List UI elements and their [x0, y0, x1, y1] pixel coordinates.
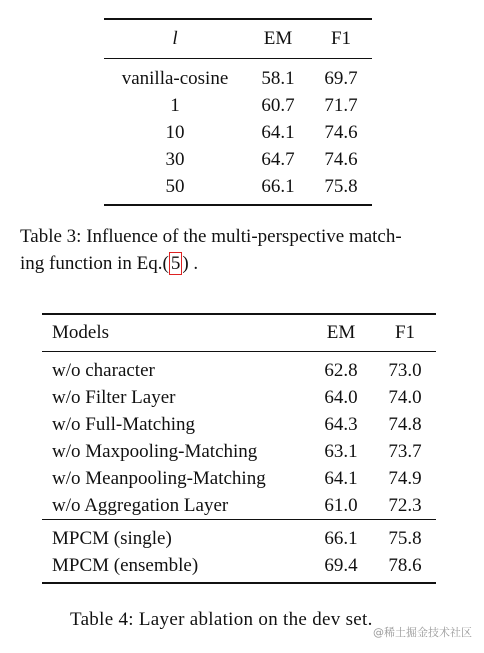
cell-f1: 74.8	[388, 413, 422, 435]
table-3-header-row	[104, 19, 372, 59]
cell-f1: 71.7	[324, 94, 358, 116]
cell-model: MPCM (ensemble)	[52, 554, 199, 576]
table-row	[42, 552, 436, 583]
table-row	[42, 352, 436, 385]
table-row	[42, 520, 436, 553]
table-4	[42, 313, 436, 584]
header-l: l	[104, 19, 246, 59]
cell-f1: 78.6	[388, 554, 422, 576]
header-f1: F1	[374, 314, 436, 352]
equation-link[interactable]: 5	[170, 253, 181, 274]
header-em: EM	[308, 314, 374, 352]
cell-f1: 74.6	[324, 121, 358, 143]
table-row	[104, 92, 372, 119]
table-row	[104, 146, 372, 173]
cell-l: 30	[165, 148, 185, 170]
cell-f1: 75.8	[324, 175, 358, 197]
cell-em: 66.1	[261, 175, 295, 197]
cell-model: w/o Filter Layer	[52, 386, 176, 408]
caption-line-2: ing function in Eq.	[20, 253, 163, 274]
caption-end: .	[188, 253, 199, 274]
cell-f1: 73.0	[388, 359, 422, 381]
cell-em: 64.0	[324, 386, 358, 408]
cell-l: 50	[165, 175, 185, 197]
table-row	[104, 59, 372, 93]
caption-paren-open: (	[162, 253, 169, 274]
table-row	[42, 492, 436, 520]
header-em: EM	[246, 19, 310, 59]
cell-f1: 74.6	[324, 148, 358, 170]
cell-f1: 74.0	[388, 386, 422, 408]
caption-line-1: Table 3: Influence of the multi-perspective match-	[20, 226, 402, 247]
cell-model: w/o Meanpooling-Matching	[52, 467, 266, 489]
table-4-header-row	[42, 314, 436, 352]
table-3	[104, 18, 372, 206]
table-4-caption: Table 4: Layer ablation on the dev set.	[70, 609, 373, 630]
cell-f1: 75.8	[374, 520, 436, 553]
cell-model: w/o character	[52, 359, 155, 381]
cell-l: vanilla-cosine	[121, 67, 229, 89]
cell-model: w/o Maxpooling-Matching	[52, 440, 258, 462]
cell-f1: 69.7	[324, 67, 358, 89]
cell-l: 10	[165, 121, 185, 143]
cell-em: 61.0	[324, 494, 358, 516]
table-row	[104, 119, 372, 146]
table-row	[42, 438, 436, 465]
cell-em: 58.1	[261, 67, 295, 89]
cell-em: 69.4	[324, 554, 358, 576]
table-row	[42, 465, 436, 492]
cell-em: 64.1	[261, 121, 295, 143]
cell-em: 63.1	[324, 440, 358, 462]
caption-paren-close: )	[182, 253, 189, 274]
cell-model: w/o Aggregation Layer	[52, 494, 229, 516]
cell-em: 66.1	[308, 520, 374, 553]
watermark-text: @稀土掘金技术社区	[373, 626, 472, 639]
cell-em: 64.1	[324, 467, 358, 489]
header-models: Models	[42, 314, 308, 352]
cell-f1: 74.9	[388, 467, 422, 489]
table-row	[42, 411, 436, 438]
cell-em: 64.7	[261, 148, 295, 170]
cell-em: 64.3	[324, 413, 358, 435]
table-row	[104, 173, 372, 205]
table-row	[42, 384, 436, 411]
header-f1: F1	[310, 19, 372, 59]
table-3-caption	[20, 223, 470, 277]
cell-model: MPCM (single)	[42, 520, 308, 553]
cell-f1: 73.7	[388, 440, 422, 462]
cell-model: w/o Full-Matching	[52, 413, 196, 435]
cell-l: 1	[170, 94, 180, 116]
cell-em: 60.7	[261, 94, 295, 116]
cell-em: 62.8	[324, 359, 358, 381]
cell-f1: 72.3	[388, 494, 422, 516]
